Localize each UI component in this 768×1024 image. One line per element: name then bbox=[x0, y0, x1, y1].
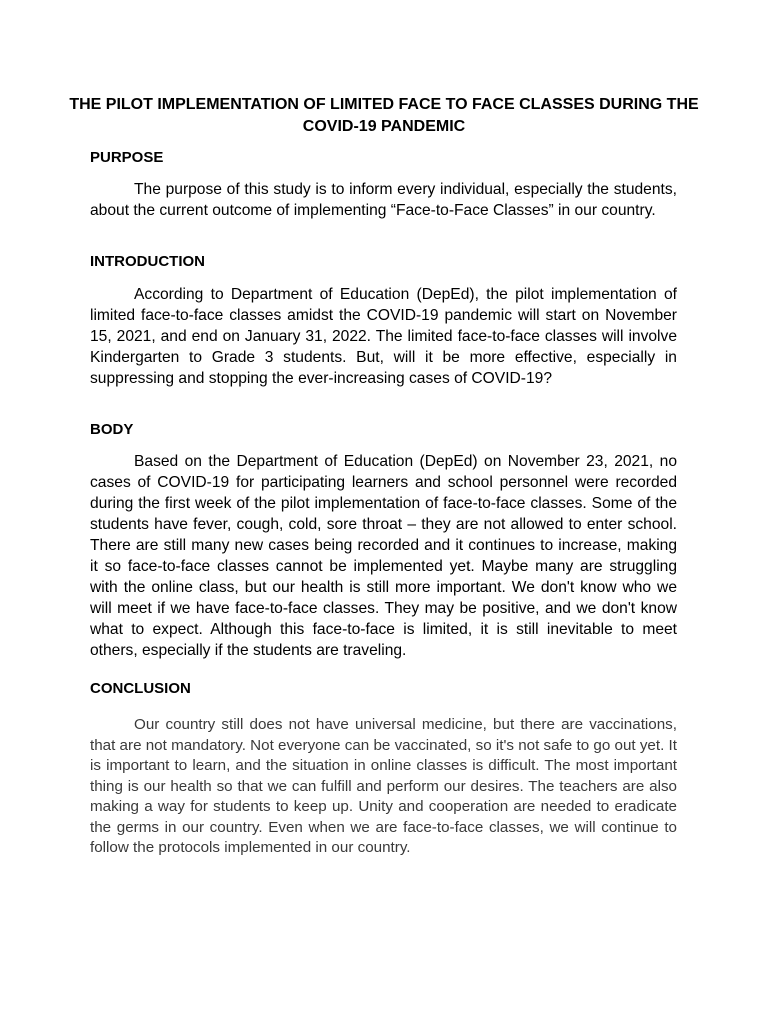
section-heading-conclusion: CONCLUSION bbox=[90, 680, 191, 697]
section-heading-body: BODY bbox=[90, 421, 134, 438]
section-text-introduction: According to Department of Education (DepEd), the pilot implementation of limited face-to-face classes amidst the COVID-19 pandemic will start on November 15, 2021, and end on January 31, 2022. The limited face-to-face classes will involve Kindergarten to Grade 3 students. But, will it be more effective, especially in suppressing and stopping the ever-increasing cases of COVID-19? bbox=[90, 286, 677, 387]
section-text-conclusion: Our country still does not have universal medicine, but there are vaccinations, that are not mandatory. Not everyone can be vaccinated, so it's not safe to go out yet. It is important to learn, and the situation in online classes is difficult. The most important thing is our health so that we can fulfill and perform our desires. The teachers are also making a way for students to keep up. Unity and cooperation are needed to eradicate the germs in our country. Even when we are face-to-face classes, we will continue to follow the protocols implemented in our country. bbox=[90, 716, 677, 856]
section-text-purpose: The purpose of this study is to inform every individual, especially the students, about the current outcome of implementing “Face-to-Face Classes” in our country. bbox=[90, 181, 677, 219]
document-title: THE PILOT IMPLEMENTATION OF LIMITED FACE TO FACE CLASSES DURING THE COVID-19 PANDEMIC bbox=[69, 96, 699, 135]
section-heading-introduction: INTRODUCTION bbox=[90, 253, 205, 270]
section-text-body: Based on the Department of Education (DepEd) on November 23, 2021, no cases of COVID-19 for participating learners and school personnel were recorded during the first week of the pilot implementation of face-to-face classes. Some of the students have fever, cough, cold, sore throat – they are not allowed to enter school. There are still many new cases being recorded and it continues to increase, making it so face-to-face classes cannot be implemented yet. Maybe many are struggling with the online class, but our health is still more important. We don't know who we will meet if we have face-to-face classes. They may be positive, and we don't know what to expect. Although this face-to-face is limited, it is still inevitable to meet others, especially if the students are traveling. bbox=[90, 453, 677, 659]
section-heading-purpose: PURPOSE bbox=[90, 149, 164, 166]
